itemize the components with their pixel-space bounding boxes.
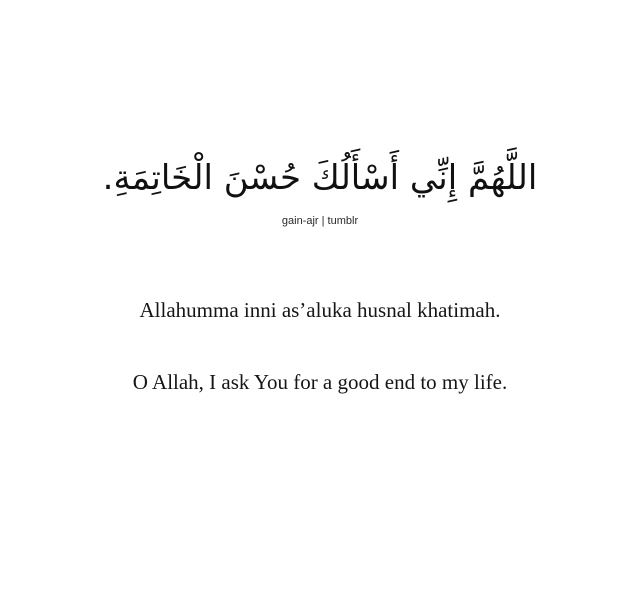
- source-credit: gain-ajr | tumblr: [281, 215, 359, 227]
- translation-text: O Allah, I ask You for a good end to my life.: [132, 370, 508, 394]
- transliteration-text: Allahumma inni as’aluka husnal khatimah.: [139, 298, 501, 322]
- arabic-dua: اللَّهُمَّ إِنِّي أَسْأَلُكَ حُسْنَ الْخَاتِمَةِ.: [102, 158, 538, 198]
